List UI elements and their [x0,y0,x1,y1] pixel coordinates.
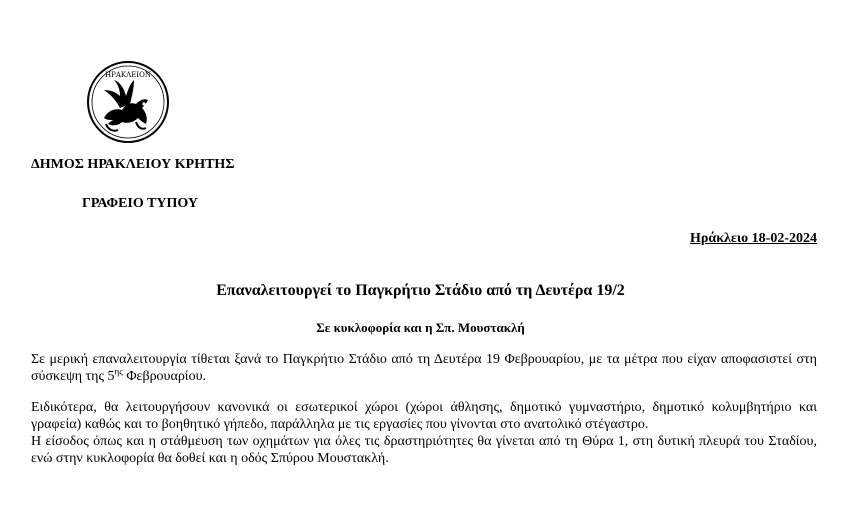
ordinal-suffix: ης [114,366,123,377]
paragraph-1-end: Φεβρουαρίου. [122,369,207,384]
organization-name: ΔΗΜΟΣ ΗΡΑΚΛΕΙΟΥ ΚΡΗΤΗΣ [31,157,235,172]
paragraph-3: Η είσοδος όπως και η στάθμευση των οχημάτων για όλες τις δραστηριότητες θα γίνεται από τη Θύρα 1, στη δυτική πλευρά του Σταδίου, ενώ στην κυκλοφορία θα δοθεί και η οδός Σπύρου Μουστακλή. [31,434,817,466]
document-subtitle: Σε κυκλοφορία και η Σπ. Μουστακλή [316,320,525,335]
paragraph-2: Ειδικότερα, θα λειτουργήσουν κανονικά οι εσωτερικοί χώροι (χώροι άθλησης, δημοτικό γυμναστήριο, δημοτικό κολυμβητήριο και γραφεία) καθώς και το βοηθητικό γήπεδο, παράλληλα με τις εργασίες που γίνονται στο ανατολικό στέγαστρο. [31,400,817,432]
document-title: Επαναλειτουργεί το Παγκρήτιο Στάδιο από τη Δευτέρα 19/2 [216,282,625,299]
office-name: ΓΡΑΦΕΙΟ ΤΥΠΟΥ [82,196,198,211]
heraklion-seal-icon [86,60,170,144]
document-date: Ηράκλειο 18-02-2024 [690,231,817,246]
paragraph-1 [31,351,817,385]
seal-graphic [86,60,170,144]
paragraph-1-text: Σε μερική επαναλειτουργία τίθεται ξανά το Παγκρήτιο Στάδιο από τη Δευτέρα 19 Φεβρουαρίου, με τα μέτρα που είχαν αποφασιστεί στη σύσκεψη της 5 [31,352,817,384]
seal-legend: ΗΡΑΚΛΕΙΟΝ [105,71,151,79]
